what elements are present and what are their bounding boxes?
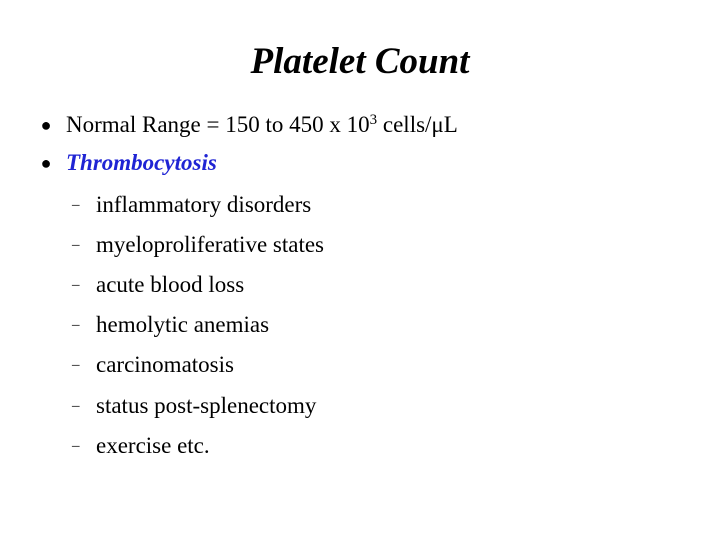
bullet-dot-icon: ● — [40, 115, 52, 135]
dash-icon: – — [72, 197, 80, 213]
sub-bullet-text: inflammatory disorders — [96, 192, 312, 217]
sub-bullet-item — [0, 229, 700, 261]
dash-icon: – — [72, 237, 80, 253]
bullet-dot-icon: ● — [40, 153, 52, 173]
thrombocytosis-heading: Thrombocytosis — [66, 150, 217, 175]
slide-title: Platelet Count — [250, 41, 470, 82]
dash-icon: – — [72, 277, 80, 293]
sub-bullet-item — [0, 309, 700, 341]
sub-bullet-text: status post-splenectomy — [96, 393, 317, 418]
sub-bullet-item — [0, 430, 700, 462]
exponent: 3 — [369, 112, 378, 129]
dash-icon: – — [72, 398, 80, 414]
sub-bullet-item — [0, 189, 700, 221]
sub-bullet-text: hemolytic anemias — [96, 312, 270, 337]
bullet-normal-range — [0, 108, 700, 142]
sub-bullet-item — [0, 269, 700, 301]
sub-bullet-text: carcinomatosis — [96, 352, 234, 377]
sub-bullet-text: myeloproliferative states — [96, 232, 325, 257]
bullet-thrombocytosis — [0, 146, 700, 180]
sub-bullet-text: exercise etc. — [96, 433, 210, 458]
sub-bullet-item — [0, 390, 700, 422]
sub-bullet-item — [0, 349, 700, 381]
normal-range-label: Normal Range = 150 to 450 x 10 — [66, 112, 370, 137]
dash-icon: – — [72, 317, 80, 333]
normal-range-unit: cells/μL — [377, 112, 458, 137]
normal-range-text — [66, 108, 458, 142]
dash-icon: – — [72, 438, 80, 454]
sub-bullet-text: acute blood loss — [96, 272, 245, 297]
dash-icon: – — [72, 357, 80, 373]
